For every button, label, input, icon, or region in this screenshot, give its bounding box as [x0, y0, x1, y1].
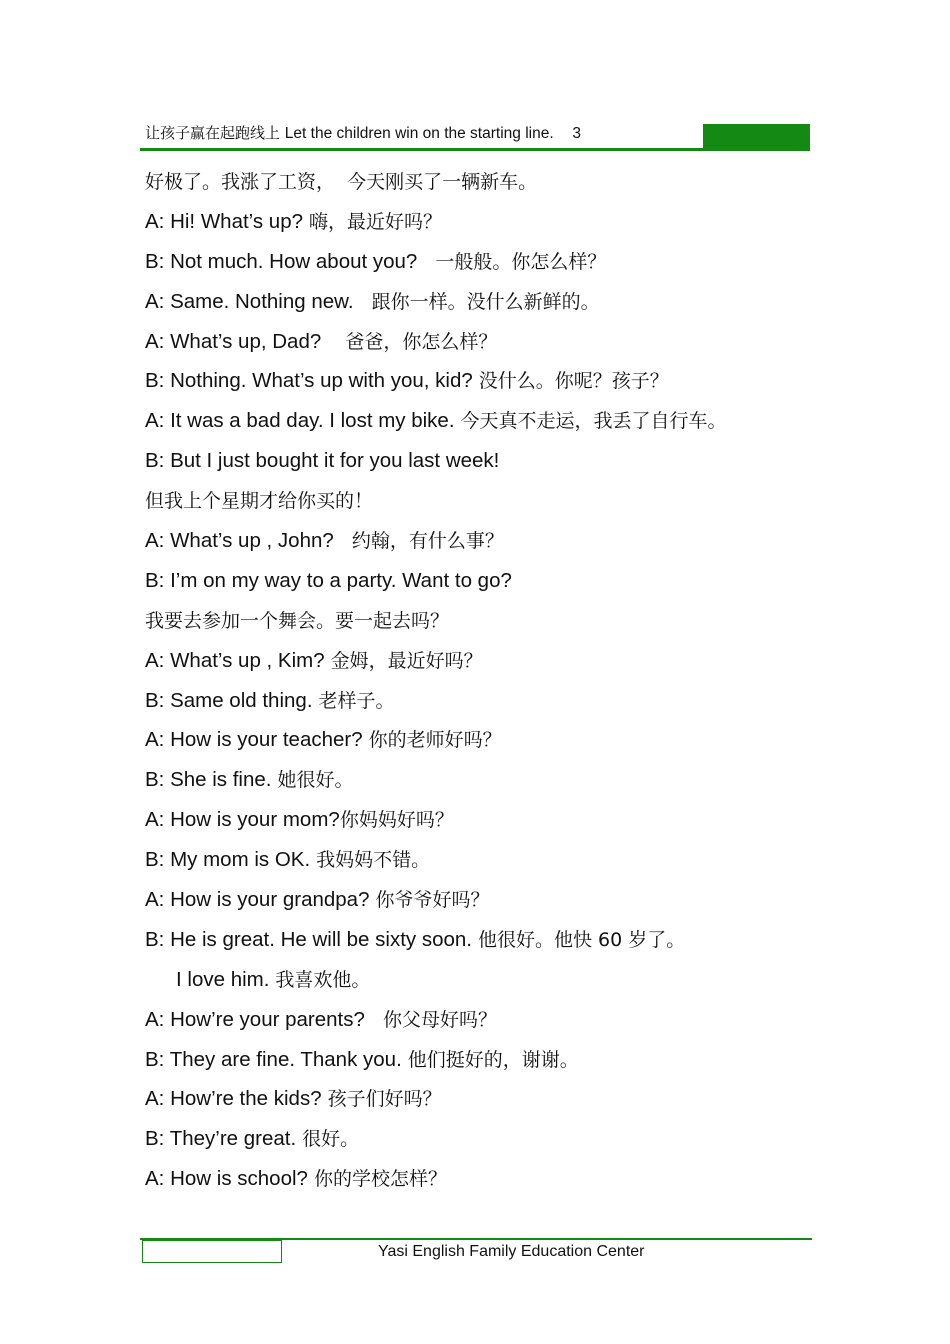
dialogue-english: A: What’s up , Kim?: [145, 648, 325, 672]
dialogue-english: A: How is your mom?: [145, 808, 340, 832]
dialogue-line: [145, 166, 825, 206]
dialogue-line: [145, 804, 825, 844]
dialogue-line: [145, 645, 825, 685]
dialogue-chinese: 今天真不走运，我丢了自行车。: [460, 410, 727, 433]
header-accent-block: [703, 124, 810, 150]
header-title-en: Let the children win on the starting line.: [284, 125, 554, 142]
dialogue-chinese: 很好。: [302, 1128, 360, 1151]
dialogue-chinese: 老样子。: [318, 689, 395, 712]
dialogue-english: A: How’re the kids?: [145, 1087, 322, 1111]
page-number: 3: [572, 125, 582, 142]
dialogue-line: [145, 405, 825, 445]
dialogue-english: A: How is school?: [145, 1167, 308, 1191]
dialogue-chinese: 好极了。我涨了工资， 今天刚买了一辆新车。: [145, 171, 538, 193]
dialogue-chinese: 你父母好吗？: [370, 1008, 497, 1031]
dialogue-line: [145, 964, 825, 1004]
dialogue-chinese: 你的老师好吗？: [368, 729, 502, 752]
dialogue-line: [145, 764, 825, 804]
dialogue-english: I love him.: [176, 967, 270, 991]
dialogue-english: B: Not much. How about you?: [145, 249, 418, 273]
dialogue-line: [145, 884, 825, 924]
dialogue-chinese: 我要去参加一个舞会。要一起去吗？: [145, 609, 450, 632]
dialogue-line: [145, 1044, 825, 1084]
dialogue-chinese: 我妈妈不错。: [316, 849, 431, 872]
dialogue-chinese: 孩子们好吗？: [327, 1088, 442, 1111]
dialogue-english: B: I’m on my way to a party. Want to go?: [145, 568, 512, 592]
dialogue-chinese: 没什么。你呢？孩子？: [478, 370, 669, 393]
dialogue-english: B: Same old thing.: [145, 688, 313, 712]
dialogue-english: B: They’re great.: [145, 1127, 297, 1151]
dialogue-line: [145, 685, 825, 725]
dialogue-english: A: It was a bad day. I lost my bike.: [145, 409, 455, 433]
dialogue-chinese: 我喜欢他。: [275, 968, 371, 991]
dialogue-english: B: They are fine. Thank you.: [145, 1047, 402, 1071]
dialogue-chinese: 她很好。: [277, 769, 354, 792]
dialogue-english: A: What’s up, Dad?: [145, 329, 322, 353]
footer-text: Yasi English Family Education Center: [378, 1243, 645, 1260]
dialogue-line: [145, 365, 825, 405]
dialogue-line: [145, 525, 825, 565]
dialogue-line: [145, 844, 825, 884]
dialogue-chinese: 金姆，最近好吗？: [330, 649, 483, 672]
dialogue-chinese: 你爷爷好吗？: [375, 889, 490, 912]
dialogue-english: A: Same. Nothing new.: [145, 289, 354, 313]
dialogue-chinese: 跟你一样。没什么新鲜的。: [359, 290, 600, 313]
dialogue-english: B: My mom is OK.: [145, 848, 311, 872]
dialogue-chinese: 约翰，有什么事？: [339, 530, 504, 553]
dialogue-english: B: He is great. He will be sixty soon.: [145, 927, 472, 951]
dialogue-english: B: But I just bought it for you last week!: [145, 449, 500, 473]
dialogue-line: [145, 924, 825, 964]
dialogue-chinese: 嗨，最近好吗？: [309, 210, 443, 233]
dialogue-english: B: Nothing. What’s up with you, kid?: [145, 369, 473, 393]
dialogue-chinese: 他们挺好的，谢谢。: [407, 1048, 579, 1071]
dialogue-line: [145, 1004, 825, 1044]
dialogue-line: [145, 724, 825, 764]
dialogue-english: B: She is fine.: [145, 768, 272, 792]
header-divider: [140, 148, 810, 151]
dialogue-line: [145, 1163, 825, 1203]
dialogue-line: [145, 1083, 825, 1123]
dialogue-line: [145, 246, 825, 286]
dialogue-english: A: How’re your parents?: [145, 1007, 365, 1031]
dialogue-line: [145, 565, 825, 605]
dialogue-line: [145, 1123, 825, 1163]
dialogue-english: A: Hi! What’s up?: [145, 209, 303, 233]
dialogue-english: A: What’s up , John?: [145, 529, 334, 553]
dialogue-chinese: 爸爸，你怎么样？: [327, 330, 498, 353]
footer-box: [142, 1240, 282, 1263]
page-header: [145, 122, 581, 143]
dialogue-line: [145, 206, 825, 246]
header-title-zh: 让孩子赢在起跑线上: [145, 124, 281, 142]
dialogue-chinese: 你妈妈好吗？: [339, 809, 454, 832]
dialogue-line: [145, 286, 825, 326]
dialogue-line: [145, 605, 825, 645]
dialogue-chinese: 一般般。你怎么样？: [423, 250, 607, 273]
dialogue-chinese: 你的学校怎样？: [313, 1168, 447, 1191]
dialogue-line: [145, 326, 825, 366]
dialogue-body: [145, 166, 825, 1203]
dialogue-line: [145, 485, 825, 525]
dialogue-english: A: How is your grandpa?: [145, 888, 370, 912]
dialogue-english: A: How is your teacher?: [145, 728, 363, 752]
dialogue-chinese: 他很好。他快 60 岁了。: [478, 928, 686, 951]
dialogue-chinese: 但我上个星期才给你买的！: [145, 490, 374, 513]
dialogue-line: [145, 445, 825, 485]
